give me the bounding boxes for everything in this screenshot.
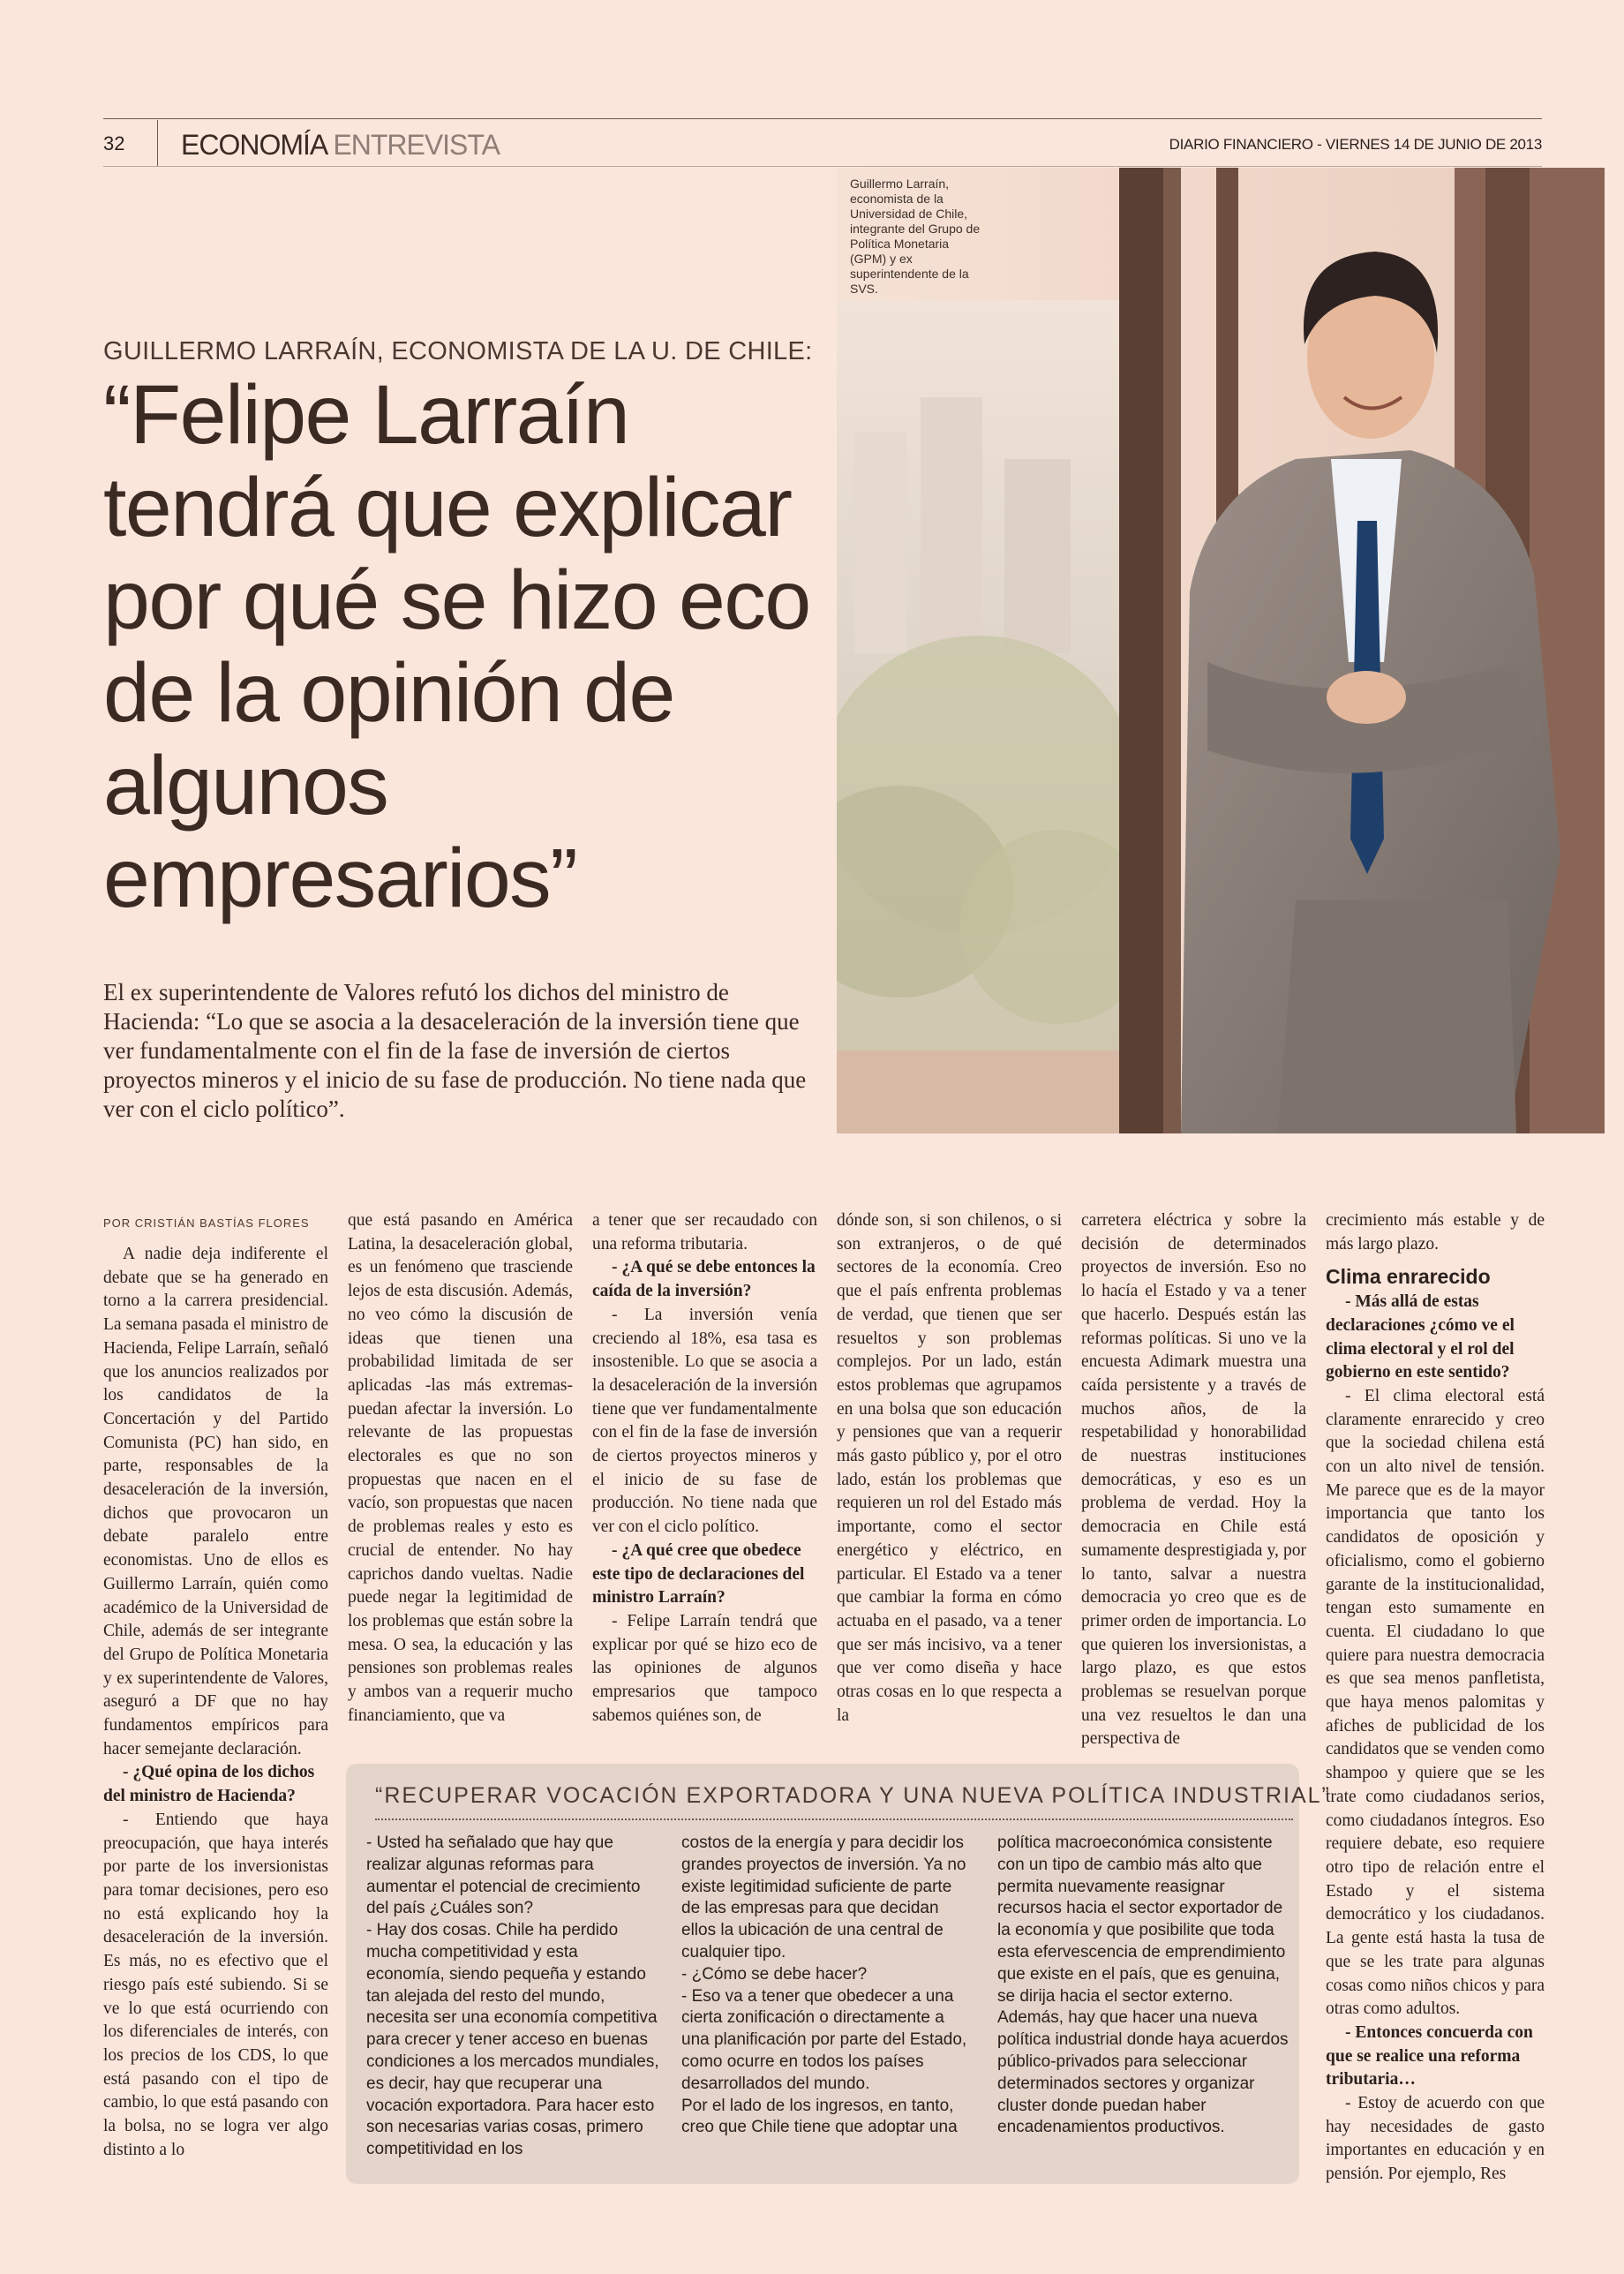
photo-caption: Guillermo Larraín, economista de la Universidad de Chile, integrante del Grupo de Política Monetaria (GPM) y ex superintendente de la SVS.	[850, 177, 981, 296]
paragraph: - Estoy de acuerdo con que hay necesidades de gasto importantes en educación y en pensión. Por ejemplo, Res	[1326, 2094, 1545, 2184]
sidebar-title: “RECUPERAR VOCACIÓN EXPORTADORA Y UNA NUEVA POLÍTICA INDUSTRIAL”	[375, 1783, 1331, 1808]
question: - Usted ha señalado que hay que realizar algunas reformas para aumentar el potencial de crecimiento del país ¿Cuáles son?	[366, 1834, 641, 1918]
paragraph: - Eso va a tener que obedecer a una cierta zonificación o directamente a una planificación por parte del Estado, como ocurre en todos los países desarrollados del mundo.	[681, 1986, 967, 2093]
lead-paragraph: El ex superintendente de Valores refutó los dichos del ministro de Hacienda: “Lo que se asocia a la desaceleración de la inversión tiene que ver fundamentalmente con el fin de la fase de inversión de ciertos proyectos mineros y el inicio de su fase de producción. No tiene nada que ver con el ciclo político”.	[103, 979, 807, 1122]
question: - ¿Qué opina de los dichos del ministro de Hacienda?	[103, 1763, 315, 1806]
column-5	[1081, 1209, 1306, 1751]
column-4	[837, 1209, 1062, 1728]
paragraph: - Felipe Larraín tendrá que explicar por qué se hizo eco de las opiniones de algunos empresarios que tampoco sabemos quiénes son, de	[592, 1611, 817, 1725]
subheading: Clima enrarecido	[1326, 1265, 1491, 1289]
paragraph: Por el lado de los ingresos, en tanto, creo que Chile tiene que adoptar una	[681, 2096, 958, 2137]
section-sub: ENTREVISTA	[333, 129, 500, 161]
section-label	[181, 129, 500, 162]
question: - Entonces concuerda con que se realice una reforma tributaria…	[1326, 2022, 1533, 2090]
byline: POR CRISTIÁN BASTÍAS FLORES	[103, 1216, 310, 1230]
paragraph: carretera eléctrica y sobre la decisión de determinados proyectos de inversión. Eso no lo hacía el Estado y va a tener que hacerlo. Después están las reformas políticas. Si uno ve la encuesta Adimark muestra una caída persistente y a través de muchos años, de la respetabilidad y honorabilidad de nuestras instituciones democráticas, y eso es un problema de verdad. Hoy la democracia en Chile está sumamente desprestigiada y, por lo tanto, salvar a nuestra democracia yo creo que es de primer orden de importancia. Lo que quieren los inversionistas, a largo plazo, es que estos problemas se resuelvan porque una vez resueltos le dan una perspectiva de	[1081, 1211, 1306, 1749]
paragraph: costos de la energía y para decidir los grandes proyectos de inversión. Ya no existe legitimidad suficiente de parte de las empresas para que decidan ellos la ubicación de una central de cualquier tipo.	[681, 1834, 966, 1962]
column-3	[592, 1209, 817, 1728]
header-separator	[157, 120, 158, 166]
column-1	[103, 1243, 328, 2162]
paragraph: - Hay dos cosas. Chile ha perdido mucha competitividad y esta economía, siendo pequeña y estando tan alejada del resto del mundo, necesita ser una economía competitiva para crecer y tener acceso en buenas condiciones a los mercados mundiales, es decir, hay que recuperar una vocación exportadora. Para hacer esto son necesarias varias cosas, primero competitividad en los	[366, 1921, 659, 2159]
sidebar-column-1	[366, 1833, 659, 2161]
header-bottom-rule	[103, 166, 1542, 167]
paragraph: a tener que ser recaudado con una reforma tributaria.	[592, 1211, 817, 1254]
paragraph: dónde son, si son chilenos, o si son extranjeros, o de qué sectores de la economía. Creo que el país enfrenta problemas de verdad, que tienen que ser resueltos y son problemas complejos. Por un lado, están estos problemas que agrupamos en una bolsa que son educación y pensiones que van a requerir más gasto público y, por el otro lado, están los problemas que requieren un rol del Estado más importante, como el sector energético y eléctrico, en particular. El Estado va a tener que cambiar la forma en cómo actuaba en el pasado, va a tener que ser más incisivo, va a tener que ver como diseña y hace otras cosas en lo que respecta a la	[837, 1211, 1062, 1725]
paragraph: - El clima electoral está claramente enrarecido y creo que la sociedad chilena está con un alto nivel de tensión. Me parece que es de la mayor importancia que tanto los candidatos de oposición y oficialismo, como el gobierno garante de la institucionalidad, tengan esto sumamente en cuenta. El ciudadano lo que quiere para nuestra democracia es que sea menos panfletista, que haya menos palomitas y afiches de publicidad de los candidatos que se venden como shampoo y quiere que se les trate como ciudadanos serios, como ciudadanos íntegros. Eso requiere debate, eso requiere otro tipo de relación entre el Estado y el sistema democrático y los ciudadanos. La gente está hasta la tusa de que se les trate para algunas cosas como niños chicos y para otras como adultos.	[1326, 1386, 1545, 2019]
column-6	[1326, 1209, 1545, 2187]
publication-date: DIARIO FINANCIERO - VIERNES 14 DE JUNIO DE 2013	[1169, 136, 1542, 153]
header-rule	[103, 118, 1542, 119]
paragraph: política macroeconómica consistente con un tipo de cambio más alto que permita nuevamente reasignar recursos hacia el sector exportador de la economía y que posibilite que toda esta efervescencia de emprendimiento que existe en el país, que es genuina, se dirija hacia el sector externo. Además, hay que hacer una nueva política industrial donde haya acuerdos público-privados para seleccionar determinados sectores y organizar cluster donde puedan haber encadenamientos productivos.	[997, 1834, 1289, 2137]
paragraph: - La inversión venía creciendo al 18%, esa tasa es insostenible. Lo que se asocia a la desaceleración de la inversión tiene que ver fundamentalmente con el fin de la fase de inversión de ciertos proyectos mineros y el inicio de su fase de producción. No tiene nada que ver con el ciclo político.	[592, 1305, 817, 1537]
question: - ¿A qué se debe entonces la caída de la inversión?	[592, 1258, 816, 1301]
sidebar-column-2	[681, 1833, 974, 2139]
paragraph: que está pasando en América Latina, la desaceleración global, es un fenómeno que trasciende lejos de esta discusión. Además, no veo cómo la discusión de ideas que tienen una probabilidad limitada de ser aplicadas -las más extremas- puedan afectar la inversión. Lo relevante de las propuestas electorales es que no son propuestas que nacen en el vacío, son propuestas que nacen de problemas reales y esto es crucial de entender. No hay caprichos dando vueltas. Nadie puede negar la legitimidad de los problemas que están sobre la mesa. O sea, la educación y las pensiones son problemas reales y ambos van a requerir mucho financiamiento, que va	[348, 1211, 573, 1725]
question: - Más allá de estas declaraciones ¿cómo ve el clima electoral y el rol del gobierno en este sentido?	[1326, 1292, 1515, 1382]
paragraph: A nadie deja indiferente el debate que se ha generado en torno a la carrera presidencial. La semana pasada el ministro de Hacienda, Felipe Larraín, señaló que los anuncios realizados por los candidatos de la Concertación y del Partido Comunista (PC) han sido, en parte, responsables de la desaceleración de la inversión, dichos que provocaron un debate paralelo entre economistas. Uno de ellos es Guillermo Larraín, quién como académico de la Universidad de Chile, además de ser integrante del Grupo de Política Monetaria y ex superintendente de Valores, aseguró a DF que no hay fundamentos empíricos para hacer semejante declaración.	[103, 1245, 328, 1758]
question: - ¿A qué cree que obedece este tipo de declaraciones del ministro Larraín?	[592, 1540, 805, 1608]
sidebar-column-3	[997, 1833, 1290, 2139]
headline: “Felipe Larraín tendrá que explicar por qué se hizo eco de la opinión de algunos empresarios”	[103, 368, 810, 925]
section-main: ECONOMÍA	[181, 129, 327, 161]
portrait-photo	[837, 168, 1605, 1133]
question: - ¿Cómo se debe hacer?	[681, 1964, 868, 1984]
column-2	[348, 1209, 573, 1728]
kicker: GUILLERMO LARRAÍN, ECONOMISTA DE LA U. DE CHILE:	[103, 337, 813, 365]
page-number: 32	[103, 132, 125, 154]
sidebar-rule	[375, 1818, 1293, 1820]
paragraph: crecimiento más estable y de más largo plazo.	[1326, 1211, 1545, 1254]
paragraph: - Entiendo que haya preocupación, que haya interés por parte de los inversionistas para tomar decisiones, pero eso no está explicando hoy la desaceleración de la inversión. Es más, no es efectivo que el riesgo país esté subiendo. Si se ve lo que está ocurriendo con los diferenciales de interés, con los precios de los CDS, lo que está pasando con el tipo de cambio, lo que está pasando con la bolsa, no se logra ver algo distinto a lo	[103, 1810, 328, 2159]
